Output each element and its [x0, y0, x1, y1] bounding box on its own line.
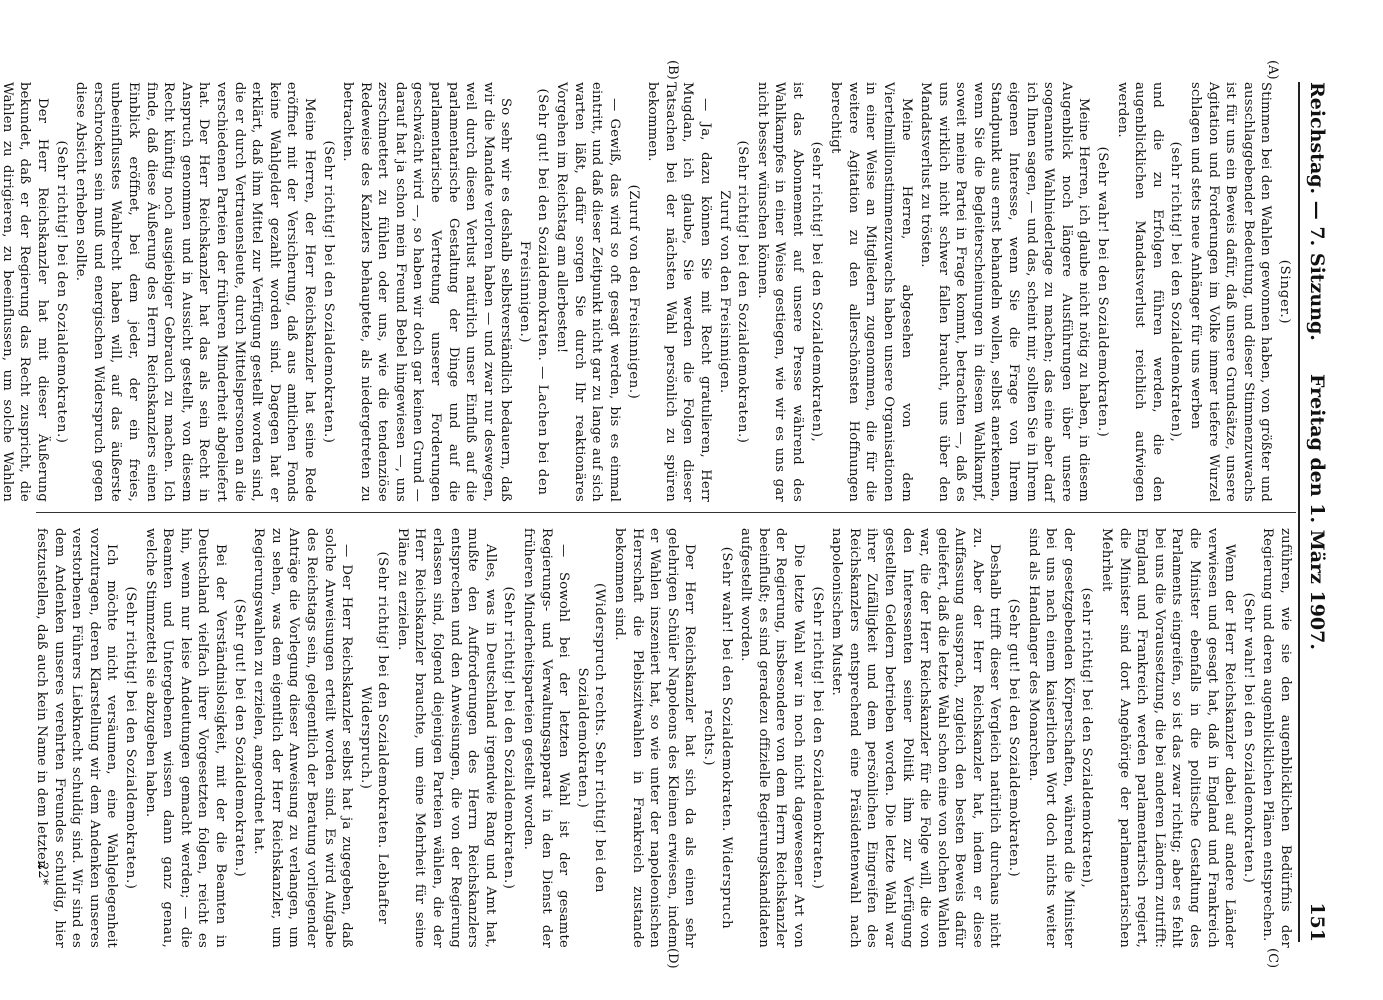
paragraph: — Gewiß, das wird so oft gesagt werden, bis es einmal eintritt, und daß dieser Zeitpunkt nicht gar zu lange auf sich warten läßt, dafür sorgen Sie durch Ihr reaktionäres Vorgehen im Reichstag am allerbesten! — [554, 82, 623, 502]
paragraph: — Ja, dazu können Sie mit Recht gratulieren, Herr Mugdan, ich glaube, Sie werden die Folgen dieser Tatsachen bei der nächsten Wahl persönlich zu spüren bekommen. — [645, 82, 713, 502]
signature-mark: 22* — [35, 862, 50, 886]
column-divider — [36, 512, 1296, 513]
paragraph: Meine Herren, ich glaube nicht nötig zu haben, in diesem Augenblick noch längere Ausführungen über unsere sogenannte Wahlniederlage zu machen; das eine aber darf ich Ihnen sagen, — und das, scheint mir, sollten Sie in Ihrem eigenen Interesse, wenn Sie die Frage von Ihrem Standpunkt aus ernst behandeln wollen, selbst anerkennen, wenn Sie die Begleiterscheinungen in diesem Wahlkampf, soweit meine Partei in Frage kommt, betrachten —, daß es uns wirklich nicht schwer fallen braucht, uns über den Mandatsverlust zu trösten. — [918, 82, 1092, 502]
paragraph: Meine Herren, der Herr Reichskanzler hat seine Rede eröffnet mit der Versicherung, daß aus amtlichen Fonds keine Wahlgelder gezahlt worden sind. Dagegen hat er erklärt, daß ihm Mittel zur Verfügung gestellt worden sind, die er durch Vertrauensleute, durch Mittelspersonen an die verschiedenen Parteien der früheren Minderheit abgeliefert hat. Der Herr Reichskanzler hat das als sein Recht in Anspruch genommen und in Aussicht gestellt, von diesem Recht künftig noch ausgiebiger Gebrauch zu machen. Ich finde, daß diese Äußerung des Herrn Reichskanzlers einen Einblick eröffnet, bei dem jeder, der ein freies, unbeeinflusstes Wahlrecht haben will, auf das äußerste erschrocken sein muß und energischen Widerspruch gegen diese Absicht erheben sollte. — [73, 82, 317, 502]
page-number: 151 — [1306, 902, 1328, 942]
interjection: (Sehr wahr! bei den Sozialdemokraten. Widerspruch rechts.) — [701, 546, 734, 930]
page-header — [1302, 82, 1332, 942]
paragraph: und die zu Erfolgen führen werden, die den augenblicklichen Mandatsverlust reichlich aufwiegen werden. — [1114, 82, 1165, 502]
paragraph: So sehr wir es deshalb selbstverständlich bedauern, daß wir die Mandate verloren haben — und zwar nur deswegen, weil durch diesen Verlust natürlich unser Einfluß auf die parlamentarische Gestaltung der Dinge und auf die parlamentarische Vertretung unserer Forderungen geschwächt wird —, so haben wir doch gar keinen Grund — darauf hat ja schon mein Freund Bebel hingewiesen —, uns zerschmettert zu fühlen oder uns, wie die tendenziöse Redeweise des Kanzlers behauptete, als niedergetreten zu betrachten. — [340, 82, 514, 502]
margin-marker-b: (B) — [665, 60, 680, 80]
header-session: Reichstag. — 7. Sitzung. — [1306, 82, 1328, 341]
header-date: Freitag den 1. März 1907. — [1306, 374, 1328, 650]
interjection: (Sehr wahr! bei den Sozialdemokraten.) — [1240, 592, 1256, 884]
paragraph: ist das Abonnement auf unsere Presse während des Wahlkampfes in einer Weise gestiegen, wie wir es uns gar nicht besser wünschen können. — [754, 82, 805, 502]
interjection: (Sehr richtig! bei den Sozialdemokraten.) — [735, 140, 751, 444]
interjection: (Sehr richtig! bei den Sozialdemokraten.) — [809, 586, 825, 890]
interjection: (Sehr wahr! bei den Sozialdemokraten.) — [1095, 146, 1111, 438]
interjection: (Sehr richtig! bei den Sozialdemokraten.) — [320, 140, 336, 444]
interjection: (Sehr gut! bei den Sozialdemokraten.) — [231, 598, 247, 878]
margin-marker-a: (A) — [1265, 60, 1280, 80]
paragraph: — Sowohl bei der letzten Wahl ist der gesamte Regierungs- und Verwaltungsapparat in den Dienst der früheren Minderheitsparteien gestellt worden. — [521, 528, 572, 948]
paragraph: — Der Herr Reichskanzler selbst hat ja zugegeben, daß solche Anweisungen erteilt worden sind. Es wird Aufgabe des Reichstags sein, gelegentlich der Beratung vorliegender Anträge die Vorlegung dieser Anweisung zu verlangen, um zu sehen, was dem eigentlich der Herr Reichskanzler, um Regierungswahlen zu erzielen, angeordnet hat. — [251, 528, 355, 948]
interjection: (Sehr richtig! bei den Sozialdemokraten. Lebhafter Widerspruch.) — [357, 551, 391, 925]
paragraph: Deshalb trifft dieser Vergleich natürlich durchaus nicht zu. Aber der Herr Reichskanzler hat, indem er diese Auffassung aussprach, zugleich den besten Beweis dafür geliefert, daß die letzte Wahl schon eine von solchen Wahlen war, die der Herr Reichskanzler für die Folge will, die von den Interessenten seiner Politik ihm zur Verfügung gestellten Geldern betrieben worden. Die letzte Wahl war ihrer Zufälligkeit und dem persönlichen Eingreifen des Reichskanzlers entsprechend eine Präsidentenwahl nach napoleonischem Muster. — [829, 528, 1003, 948]
interjection: (Zuruf von den Freisinnigen.) — [625, 184, 641, 400]
right-column — [30, 528, 1294, 948]
paragraph: Meine Herren, abgesehen von dem Viertelmillionstimmenzuwachs haben unsere Organisationen in einer Weise an Mitgliedern zugenommen, die für die weitere Agitation zu den allerschönsten Hoffnungen berechtigt — [828, 82, 914, 502]
paragraph: Stimmen bei den Wahlen gewonnen haben, von größter und ausschlaggebender Bedeutung, und dieser Stimmenzuwachs ist für uns ein Beweis dafür, daß unsere Grundsätze, unsere Agitation und Forderungen im Volke immer tiefere Wurzel schlagen und stets neue Anhänger für uns werben — [1188, 82, 1274, 502]
paragraph: Der Herr Reichskanzler hat sich da als einen sehr gelehrigen Schüler Napoleons des Kleinen erwiesen, indem er Wahlen inszeniert hat, so wie unter der napoleonischen Herrschaft die Plebiszitwahlen in Frankreich zustande bekommen sind. — [612, 528, 698, 948]
interjection: (sehr richtig! bei den Sozialdemokraten), — [1079, 587, 1095, 889]
interjection: (Sehr gut! bei den Sozialdemokraten. — Lachen bei den Freisinnigen.) — [517, 88, 550, 496]
interjection: (Sehr richtig! bei den Sozialdemokraten.) — [501, 586, 517, 890]
interjection: (Sehr gut! bei den Sozialdemokraten.) — [1006, 598, 1022, 878]
margin-marker-c: (C) — [1265, 948, 1280, 969]
paragraph: Bei der Verständnislosigkeit, mit der die Beamten in Deutschland vielfach ihrer Vorgesetzten folgen, reicht es hin, wenn nur leise Andeutungen gemacht werden; — die Beamten und Untergebenen wissen dann ganz genau, welche Stimmzettel sie abzugeben haben. — [142, 528, 228, 948]
margin-marker-d: (D) — [665, 948, 680, 969]
interjection: (sehr richtig! bei den Sozialdemokraten), — [808, 141, 824, 443]
paragraph: Die letzte Wahl war in noch nicht dagewesener Art von der Regierung, insbesondere von dem Herrn Reichskanzler beeinflußt; es sind geradezu offizielle Regierungskandidaten aufgestellt worden. — [738, 528, 806, 948]
paragraph: der gesetzgebenden Körperschaften, während die Minister bei uns nach einem kaiserlichen Wort doch nichts weiter sind als Handlanger des Monarchen. — [1025, 528, 1076, 948]
paragraph: Wenn der Herr Reichskanzler dabei auf andere Länder verwiesen und gesagt hat, daß in England und Frankreich die Minister ebenfalls in die politische Gestaltung des Parlaments eingreifen, so ist das zwar richtig; aber es fehlt bei uns die Voraussetzung, die bei anderen Ländern zutrifft: England und Frankreich werden parlamentarisch regiert, die Minister sind dort Angehörige der parlamentarischen Mehrheit — [1099, 528, 1238, 948]
header-rule — [1298, 82, 1300, 942]
speaker-continuation: (Singer.) — [1277, 259, 1292, 325]
paragraph: Der Herr Reichskanzler hat mit dieser Äußerung bekundet, daß er der Regierung das Recht zuspricht, die Wahlen zu dirigieren, zu beeinflussen, um solche Wahlen — [0, 82, 51, 502]
interjection: (Sehr richtig! bei den Sozialdemokraten.) — [123, 586, 138, 890]
interjection: (Widerspruch rechts. Sehr richtig! bei den Sozialdemokraten.) — [574, 582, 608, 894]
paragraph: Ich möchte nicht versäumen, eine Wahlgelegenheit vorzutragen, deren Klarstellung wir dem Andenken unseres verstorbenen Führers Liebknecht schuldig sind. Wir sind es dem Andenken unseres verehrten Freundes schuldig, hier festzustellen, daß auch kein Name in dem letzten — [34, 528, 120, 948]
interjection: (sehr richtig! bei den Sozialdemokraten), — [1168, 141, 1184, 443]
left-column — [0, 82, 1294, 502]
paragraph: zuführen, wie sie den augenblicklichen Bedürfnis der Regierung und deren augenblicklichen Plänen entsprechen. — [1260, 528, 1293, 948]
interjection: Zuruf von den Freisinnigen. — [716, 190, 732, 394]
interjection: (Sehr richtig! bei den Sozialdemokraten.) — [53, 140, 69, 444]
paragraph: Alles, was in Deutschland irgendwie Rang und Amt hat, mußte den Aufforderungen des Herrn Reichskanzlers entsprechen und den Anweisungen, die von der Regierung erlassen sind, folgend diejenigen Parteien wählen, die der Herr Reichskanzler brauchte, um eine Mehrheit für seine Pläne zu erzielen. — [394, 528, 498, 948]
